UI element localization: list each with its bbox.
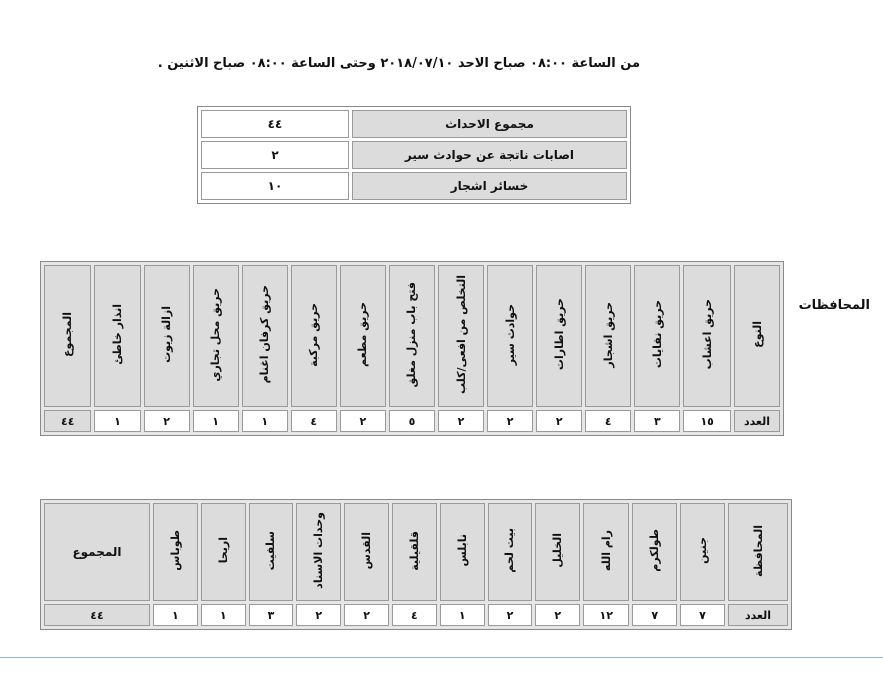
header-text: المجموع <box>72 545 122 559</box>
header-text: رام الله <box>599 529 613 572</box>
header-text: حريق مركبة <box>307 302 321 367</box>
column-header <box>291 265 337 407</box>
count-value: ٧ <box>680 604 725 626</box>
table-row <box>44 410 780 432</box>
header-text: حريق محل تجاري <box>209 287 223 382</box>
column-header <box>632 503 677 601</box>
count-value: ٤ <box>291 410 337 432</box>
column-header <box>392 503 437 601</box>
header-text: انذار خاطئ <box>110 304 124 365</box>
header-text: حريق مطعم <box>356 301 370 367</box>
header-text: المحافظة <box>751 524 765 577</box>
column-header <box>144 265 190 407</box>
header-text: قلقيلية <box>407 530 421 571</box>
row-header-label <box>734 265 780 407</box>
column-header <box>535 503 580 601</box>
summary-table <box>197 106 631 204</box>
header-text: حريق كرفان اغنام <box>258 285 272 384</box>
header-text: اريحا <box>216 537 230 564</box>
table-row <box>44 604 788 626</box>
count-value: ٤ <box>392 604 437 626</box>
column-header <box>153 503 198 601</box>
count-label: العدد <box>734 410 780 432</box>
column-header <box>249 503 294 601</box>
count-value: ٢ <box>487 410 533 432</box>
column-header <box>242 265 288 407</box>
count-value: ٧ <box>632 604 677 626</box>
count-label: العدد <box>728 604 788 626</box>
header-text: بيت لحم <box>503 528 517 573</box>
summary-label: اصابات ناتجة عن حوادث سير <box>352 141 627 169</box>
count-value: ٢ <box>438 410 484 432</box>
report-time-range: من الساعة ٠٨:٠٠ صباح الاحد ٢٠١٨/٠٧/١٠ وحتى الساعة ٠٨:٠٠ صباح الاثنين . <box>157 56 640 71</box>
header-text: حريق نفايات <box>650 300 664 369</box>
count-value: ٢ <box>536 410 582 432</box>
table-row <box>201 172 627 200</box>
count-value: ١ <box>242 410 288 432</box>
header-text: طوباس <box>168 530 182 571</box>
header-text: ازالة زيوت <box>160 306 174 363</box>
header-text: القدس <box>360 531 374 570</box>
header-text: حوادث سير <box>503 303 517 366</box>
count-value: ٣ <box>634 410 680 432</box>
bottom-divider <box>0 657 883 658</box>
column-header <box>296 503 341 601</box>
header-text: فتح باب منزل مغلق <box>405 281 419 388</box>
count-value: ١ <box>193 410 239 432</box>
count-value: ٥ <box>389 410 435 432</box>
count-value: ٢ <box>296 604 341 626</box>
header-text: حريق اعشاب <box>700 299 714 370</box>
column-header <box>201 503 246 601</box>
count-value: ١٢ <box>583 604 629 626</box>
count-value: ١ <box>201 604 246 626</box>
header-text: الخليل <box>551 533 565 568</box>
count-value: ٢ <box>535 604 580 626</box>
count-value: ٢ <box>344 604 389 626</box>
column-header <box>193 265 239 407</box>
count-value: ٣ <box>249 604 294 626</box>
total-header <box>44 265 91 407</box>
total-header <box>44 503 150 601</box>
table-header-row <box>44 503 788 601</box>
column-header <box>94 265 140 407</box>
column-header <box>340 265 386 407</box>
summary-label: خسائر اشجار <box>352 172 627 200</box>
column-header <box>634 265 680 407</box>
column-header <box>583 503 629 601</box>
count-value: ٢ <box>488 604 533 626</box>
column-header <box>536 265 582 407</box>
governorates-table <box>40 499 792 630</box>
row-header-label <box>728 503 788 601</box>
total-value: ٤٤ <box>44 604 150 626</box>
column-header <box>487 265 533 407</box>
column-header <box>683 265 731 407</box>
count-value: ١٥ <box>683 410 731 432</box>
incident-types-table <box>40 261 784 436</box>
count-value: ٢ <box>144 410 190 432</box>
summary-value: ٤٤ <box>201 110 349 138</box>
total-value: ٤٤ <box>44 410 91 432</box>
column-header <box>488 503 533 601</box>
count-value: ٤ <box>585 410 631 432</box>
governorates-label: المحافظات <box>798 298 870 313</box>
header-text: وحدات الاسناد <box>312 512 326 589</box>
table-row <box>201 141 627 169</box>
header-text: النوع <box>750 321 764 348</box>
column-header <box>680 503 725 601</box>
count-value: ٢ <box>340 410 386 432</box>
table-header-row <box>44 265 780 407</box>
column-header <box>438 265 484 407</box>
count-value: ١ <box>440 604 485 626</box>
header-text: حريق اشجار <box>601 301 615 368</box>
summary-value: ١٠ <box>201 172 349 200</box>
header-text: نابلس <box>455 534 469 567</box>
header-text: التخلص من افعى/كلب <box>454 274 468 395</box>
header-text: سلفيت <box>264 530 278 571</box>
summary-label: مجموع الاحداث <box>352 110 627 138</box>
column-header <box>585 265 631 407</box>
header-text: حريق اطارات <box>552 298 566 371</box>
header-text: جنين <box>696 537 710 564</box>
column-header <box>389 265 435 407</box>
table-row <box>201 110 627 138</box>
count-value: ١ <box>153 604 198 626</box>
count-value: ١ <box>94 410 140 432</box>
header-text: المجموع <box>61 312 75 357</box>
column-header <box>344 503 389 601</box>
header-text: طولكرم <box>648 529 662 572</box>
summary-value: ٢ <box>201 141 349 169</box>
column-header <box>440 503 485 601</box>
